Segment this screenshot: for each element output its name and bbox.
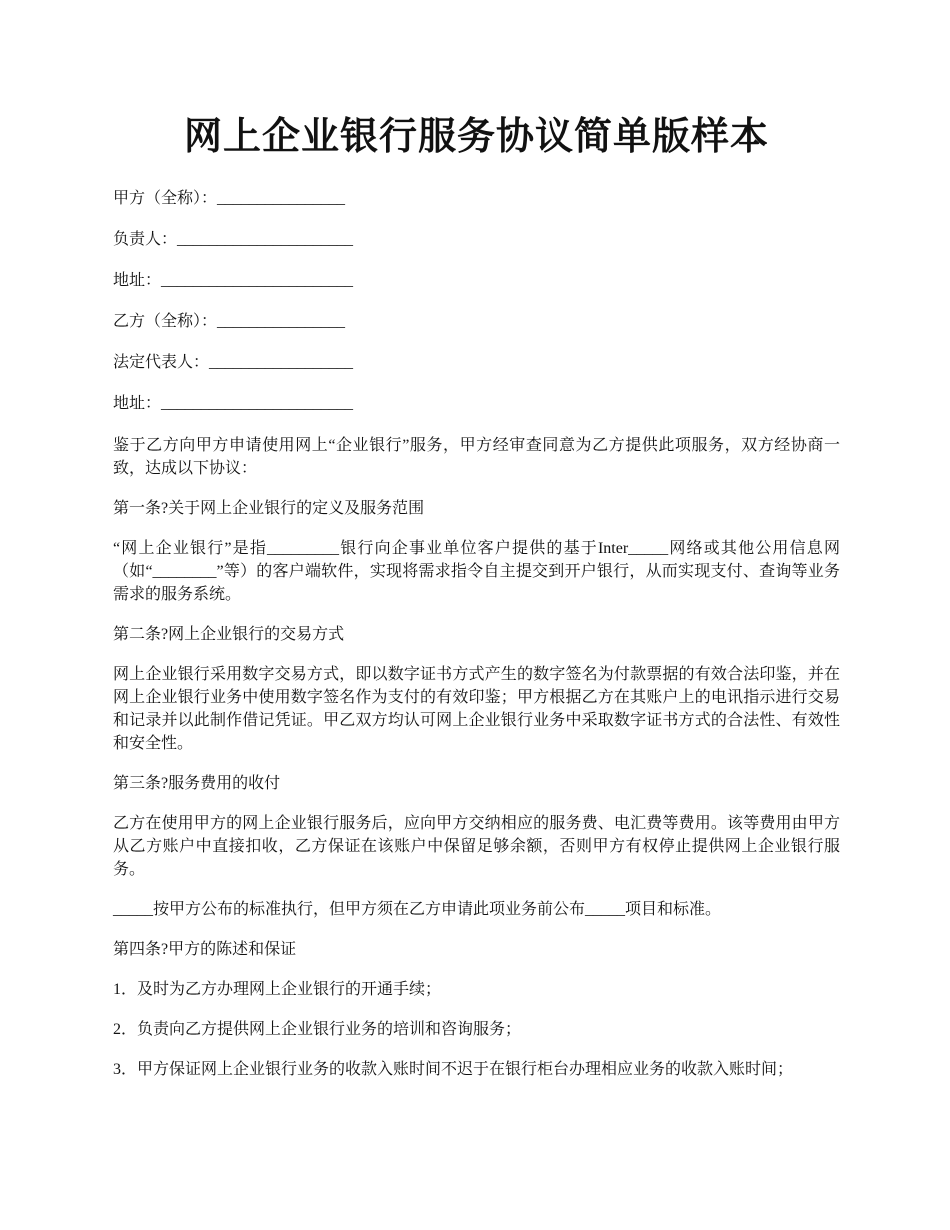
- article-2-body: 网上企业银行采用数字交易方式，即以数字证书方式产生的数字签名为付款票据的有效合法印鉴，并在网上企业银行业务中使用数字签名作为支付的有效印鉴；甲方根据乙方在其账户上的电讯指示进行交易和记录并以此制作借记凭证。甲乙双方均认可网上企业银行业务中采取数字证书方式的合法性、有效性和安全性。: [113, 666, 840, 752]
- article-3-body-2: _____按甲方公布的标准执行，但甲方须在乙方申请此项业务前公布_____项目和标准。: [113, 901, 722, 918]
- party-a-responsible-field: 负责人：______________________: [113, 231, 354, 248]
- party-a-name-field: 甲方（全称）：________________: [113, 190, 346, 207]
- article-4-heading: 第四条?甲方的陈述和保证: [113, 941, 297, 958]
- document-page: [113, 112, 840, 1098]
- document-title: 网上企业银行服务协议简单版样本: [183, 116, 769, 158]
- party-a-address-field: 地址：________________________: [113, 272, 354, 289]
- article-4-item: 2．负责向乙方提供网上企业银行业务的培训和咨询服务；: [113, 1021, 522, 1038]
- article-3-body: 乙方在使用甲方的网上企业银行服务后，应向甲方交纳相应的服务费、电汇费等费用。该等费用由甲方从乙方账户中直接扣收，乙方保证在该账户中保留足够余额，否则甲方有权停止提供网上企业银行服务。: [113, 815, 840, 878]
- article-2-heading: 第二条?网上企业银行的交易方式: [113, 626, 345, 643]
- article-1-body: “网上企业银行”是指_________银行向企事业单位客户提供的基于Inter_____网络或其他公用信息网（如“________”等）的客户端软件，实现将需求指令自主提交到开户银行，从而实现支付、查询等业务需求的服务系统。: [113, 540, 840, 603]
- article-1-heading: 第一条?关于网上企业银行的定义及服务范围: [113, 500, 425, 517]
- party-b-name-field: 乙方（全称）：________________: [113, 313, 346, 330]
- article-4-item: 1．及时为乙方办理网上企业银行的开通手续；: [113, 981, 442, 998]
- party-b-representative-field: 法定代表人：__________________: [113, 354, 354, 371]
- article-3-heading: 第三条?服务费用的收付: [113, 775, 281, 792]
- party-b-address-field: 地址：________________________: [113, 395, 354, 412]
- article-4-item: 3．甲方保证网上企业银行业务的收款入账时间不迟于在银行柜台办理相应业务的收款入账时间；: [113, 1061, 794, 1078]
- intro-paragraph: 鉴于乙方向甲方申请使用网上“企业银行”服务，甲方经审查同意为乙方提供此项服务，双方经协商一致，达成以下协议：: [113, 437, 840, 477]
